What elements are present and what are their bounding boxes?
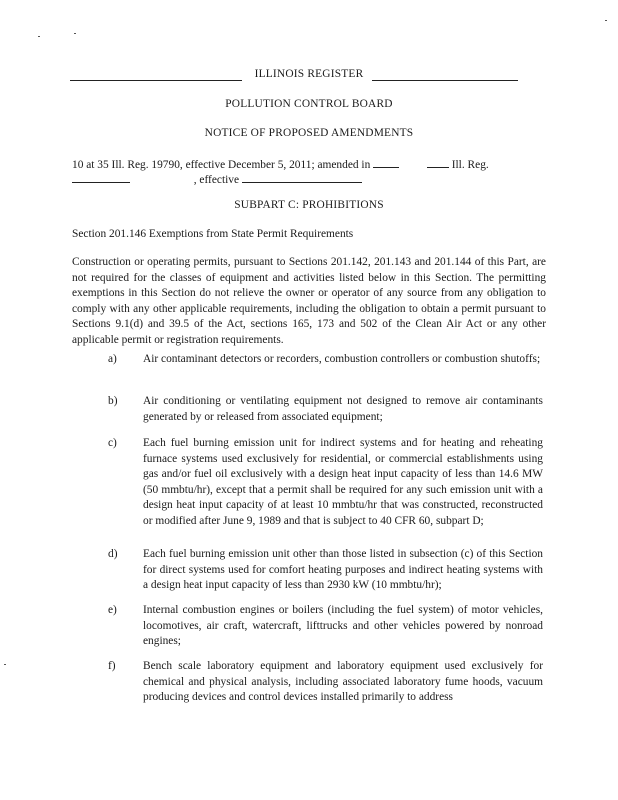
- citation-text-a: 10 at 35 Ill. Reg. 19790, effective December 5, 2011; amended in: [72, 159, 371, 171]
- item-text: Each fuel burning emission unit for indirect systems and for heating and reheating furnace systems used exclusively for residential, or commercial establishments using gas and/or fuel oil exclusively with a design heat input capacity of less than 14.6 MW (50 mmbtu/hr), except that a permit shall be required for any such emission unit with a design heat input capacity of at least 10 mmbtu/hr that was constructed, reconstructed or modified after June 9, 1989 and that is subject to 40 CFR 60, subpart D;: [143, 437, 543, 527]
- citation-text-effective: , effective: [193, 174, 240, 186]
- item-label: e): [108, 604, 117, 616]
- item-label: f): [108, 660, 116, 672]
- item-label: b): [108, 395, 118, 407]
- scan-speck: [605, 20, 607, 21]
- item-label: d): [108, 548, 118, 560]
- subpart-heading: SUBPART C: PROHIBITIONS: [234, 199, 384, 211]
- item-label: a): [108, 353, 117, 365]
- item-text: Each fuel burning emission unit other than those listed in subsection (c) of this Section for direct systems used for comfort heating purposes and indirect heating systems with a design heat input capacity of less than 2930 kW (10 mmbtu/hr);: [143, 548, 543, 592]
- citation-text-b: Ill. Reg.: [451, 159, 489, 171]
- scan-speck: [74, 33, 76, 34]
- scan-speck: [4, 664, 6, 665]
- notice-title: NOTICE OF PROPOSED AMENDMENTS: [204, 127, 414, 139]
- item-text: Air contaminant detectors or recorders, combustion controllers or combustion shutoffs;: [143, 353, 541, 365]
- board-title: POLLUTION CONTROL BOARD: [225, 98, 393, 110]
- intro-paragraph: Construction or operating permits, pursuant to Sections 201.142, 201.143 and 201.144 of this Part, are not required for the classes of equipment and activities listed below in this Section. The permitting exemptions in this Section do not relieve the owner or operator of any source from any obligation to comply with any other applicable requirements, including the obligation to obtain a permit pursuant to Sections 9.1(d) and 39.5 of the Act, sections 165, 173 and 502 of the Clean Air Act or any other applicable permit or registration requirements.: [72, 256, 546, 346]
- item-text: Air conditioning or ventilating equipment not designed to remove air contaminants generated by or released from associated equipment;: [143, 395, 543, 423]
- citation-blank-page: [427, 156, 449, 168]
- scan-speck: [38, 36, 40, 37]
- item-text: Bench scale laboratory equipment and laboratory equipment used exclusively for chemical and physical analysis, including associated laboratory fume hoods, vacuum producing devices and control devices installed primarily to address: [143, 660, 543, 704]
- citation-blank-date: [242, 171, 362, 183]
- citation-line-2: [72, 171, 362, 189]
- section-heading: Section 201.146 Exemptions from State Permit Requirements: [72, 228, 354, 240]
- citation-blank-volume: [373, 156, 399, 168]
- register-title: ILLINOIS REGISTER: [254, 68, 364, 80]
- item-label: c): [108, 437, 117, 449]
- citation-blank-number: [72, 171, 130, 183]
- item-text: Internal combustion engines or boilers (including the fuel system) of motor vehicles, locomotives, air craft, watercraft, lifttrucks and other vehicles powered by nonroad engines;: [143, 604, 543, 648]
